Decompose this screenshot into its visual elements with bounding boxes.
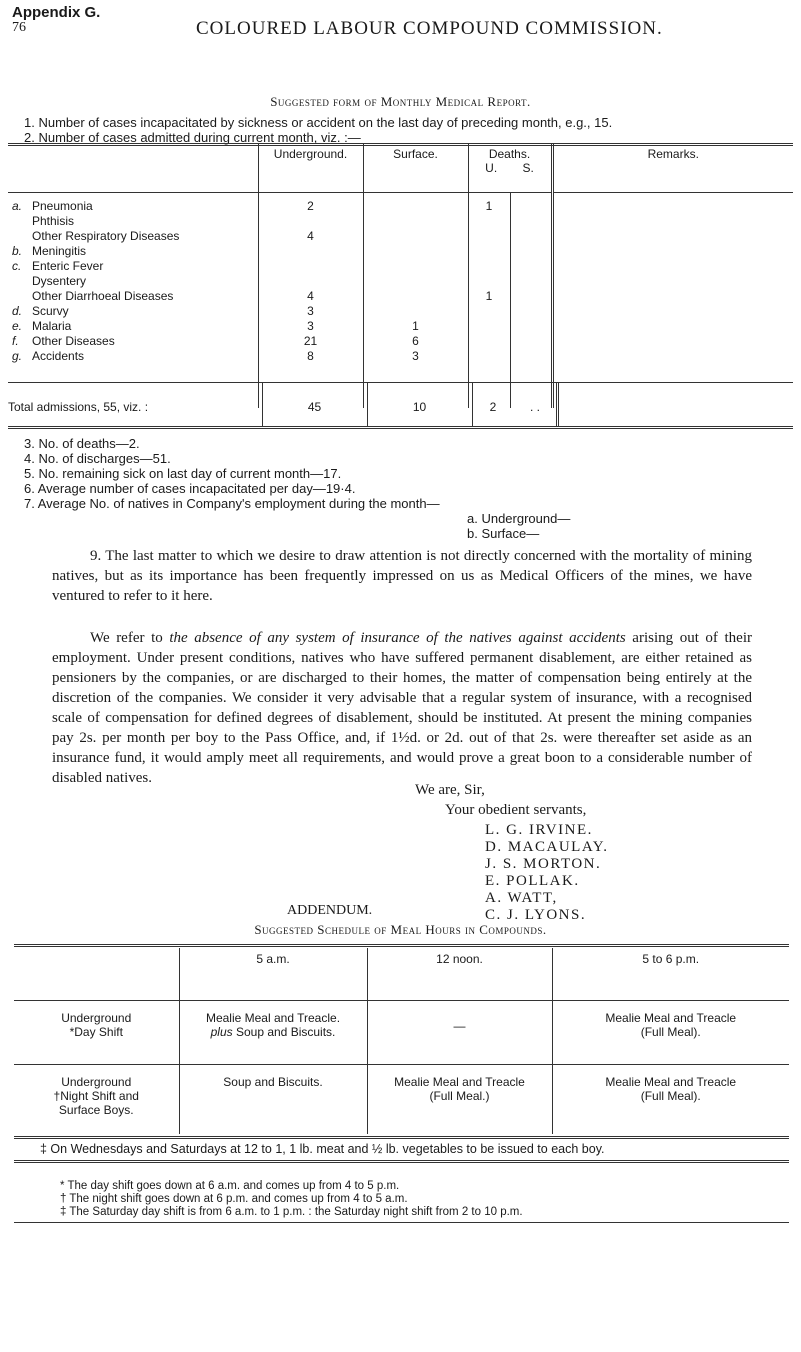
signatories: [485, 822, 608, 924]
cell-line: Mealie Meal and Treacle: [605, 1074, 737, 1089]
report-row: [8, 349, 793, 364]
cell-remarks: [552, 214, 793, 229]
cell-underground: [258, 259, 363, 274]
cell-line: Soup and Biscuits.: [223, 1074, 323, 1089]
cell-underground: 3: [258, 319, 363, 334]
row-disease: Phthisis: [32, 214, 75, 228]
signatory: D. MACAULAY.: [485, 839, 609, 855]
cell-underground: 3: [258, 304, 363, 319]
cell-remarks: [552, 193, 793, 215]
deaths-subheads: [473, 161, 547, 175]
cell-line: —: [453, 1018, 466, 1033]
cell-line: Mealie Meal and Treacle.: [205, 1010, 341, 1025]
cell-line: (Full Meal).: [640, 1088, 701, 1103]
report-body: [8, 193, 793, 409]
cell-line: (Full Meal).: [640, 1024, 701, 1039]
cell-remarks: [552, 334, 793, 349]
item-7a: a. Underground—: [467, 511, 571, 526]
cell-deaths-s: [510, 289, 552, 304]
spacer-cell: [552, 364, 793, 408]
total-underground: 45: [307, 400, 322, 414]
schedule-bottom-rule: [14, 1136, 789, 1139]
cell-line: Mealie Meal and Treacle: [605, 1010, 737, 1025]
cell-deaths-u: [468, 214, 510, 229]
row-disease: Enteric Fever: [32, 259, 104, 273]
row-key: d.: [12, 304, 23, 318]
cell-surface: [363, 229, 468, 244]
col-evening: 5 to 6 p.m.: [552, 948, 789, 1000]
row-disease: Other Diseases: [32, 334, 115, 348]
total-label: Total admissions, 55, viz. :: [8, 400, 149, 414]
total-vrule-2: [367, 383, 368, 426]
cell-deaths-s: [510, 244, 552, 259]
cell-underground: 8: [258, 349, 363, 364]
row-key: a.: [12, 199, 23, 213]
total-deaths-u: 2: [489, 400, 497, 414]
cell-deaths-s: [510, 319, 552, 334]
cell-deaths-u: [468, 334, 510, 349]
row-key: b.: [12, 244, 23, 258]
col-deaths: [468, 143, 552, 193]
report-row: [8, 289, 793, 304]
footnote-saturday: ‡ The Saturday day shift is from 6 a.m. to 1 p.m. : the Saturday night shift from 2 to 10 p.m.: [60, 1206, 523, 1218]
cell-deaths-s: [510, 214, 552, 229]
report-row: [8, 319, 793, 334]
cell-deaths-s: [510, 349, 552, 364]
cell-deaths-s: [510, 274, 552, 289]
cell-deaths-s: [510, 229, 552, 244]
row-key: e.: [12, 319, 23, 333]
schedule-row: [14, 1064, 789, 1134]
paragraph-insurance: [52, 628, 752, 788]
cell-surface: [363, 304, 468, 319]
cell-deaths-u: [468, 304, 510, 319]
cell-deaths-u: 1: [468, 193, 510, 215]
deaths-u-label: U.: [485, 161, 498, 175]
row-disease: Scurvy: [32, 304, 69, 318]
cell-underground: 4: [258, 289, 363, 304]
page-number: 76: [12, 20, 26, 35]
cell-surface: [363, 244, 468, 259]
cell-underground: 2: [258, 193, 363, 215]
cell-line: [184, 1025, 363, 1039]
schedule-cell: [552, 1064, 789, 1134]
schedule-row: [14, 1000, 789, 1064]
row-label: [8, 214, 258, 229]
row-label-line: *Day Shift: [69, 1024, 123, 1039]
schedule-cell: [179, 1064, 367, 1134]
cell-remarks: [552, 229, 793, 244]
item-3: 3. No. of deaths—2.: [24, 436, 140, 451]
row-label-line: †Night Shift and: [53, 1088, 139, 1103]
cell-remarks: [552, 289, 793, 304]
row-key: g.: [12, 349, 23, 363]
row-key: c.: [12, 259, 22, 273]
signatory: E. POLLAK.: [485, 873, 580, 889]
cell-surface: [363, 214, 468, 229]
col-surface: Surface.: [363, 143, 468, 193]
blank-header: [8, 143, 258, 193]
report-row: [8, 214, 793, 229]
cell-surface: [363, 274, 468, 289]
addendum-heading: ADDENDUM.: [287, 903, 373, 918]
cell-deaths-u: [468, 259, 510, 274]
cell-italic: plus: [210, 1024, 233, 1039]
cell-remarks: [552, 274, 793, 289]
total-deaths-s: . .: [529, 400, 540, 414]
cell-remarks: [552, 304, 793, 319]
row-key: f.: [12, 334, 19, 348]
row-disease: Accidents: [32, 349, 85, 363]
item-7b: b. Surface—: [467, 526, 540, 541]
cell-deaths-u: 1: [468, 289, 510, 304]
row-disease: Other Diarrhoeal Diseases: [32, 289, 174, 303]
report-row: [8, 229, 793, 244]
report-row: [8, 193, 793, 215]
row-label-line: Underground: [61, 1010, 132, 1025]
footnote-rule: [14, 1222, 789, 1223]
cell-deaths-u: [468, 274, 510, 289]
schedule-cell: [179, 1000, 367, 1064]
row-label-line: Surface Boys.: [58, 1102, 134, 1117]
cell-surface: 6: [363, 334, 468, 349]
row-label: [8, 244, 258, 259]
cell-underground: [258, 274, 363, 289]
paragraph-9: 9. The last matter to which we desire to draw attention is not directly concerned with the mortality of mining natives, but as its importance has been frequently impressed on us as Medical Officers of the mines, we have ventured to refer to it here.: [52, 548, 752, 604]
report-heading: Suggested form of Monthly Medical Report.: [270, 94, 531, 109]
cell-line: Mealie Meal and Treacle: [394, 1074, 525, 1089]
row-label: [8, 289, 258, 304]
row-disease: Malaria: [32, 319, 72, 333]
report-row: [8, 304, 793, 319]
total-top-rule: [8, 382, 793, 383]
cell-remarks: [552, 319, 793, 334]
para2-lead: We refer to: [90, 630, 170, 646]
cell-deaths-s: [510, 259, 552, 274]
appendix-label: Appendix G.: [12, 4, 101, 21]
total-vrule-1: [262, 383, 263, 426]
cell-surface: 1: [363, 319, 468, 334]
cell-deaths-u: [468, 244, 510, 259]
item-2: 2. Number of cases admitted during current month, viz. :—: [24, 130, 361, 145]
cell-remarks: [552, 259, 793, 274]
cell-deaths-s: [510, 193, 552, 215]
row-disease: Dysentery: [32, 274, 87, 288]
row-label: [8, 319, 258, 334]
schedule-cell: [367, 1064, 552, 1134]
cell-surface: [363, 259, 468, 274]
item-1: 1. Number of cases incapacitated by sickness or accident on the last day of preceding month, e.g., 15.: [24, 115, 613, 130]
schedule-heading: Suggested Schedule of Meal Hours in Compounds.: [254, 922, 547, 937]
row-label: [8, 274, 258, 289]
row-label: [8, 349, 258, 364]
cell-remarks: [552, 349, 793, 364]
schedule-note: ‡ On Wednesdays and Saturdays at 12 to 1, 1 lb. meat and ½ lb. vegetables to be issued to each boy.: [40, 1142, 605, 1156]
schedule-table: [14, 948, 789, 1134]
cell-deaths-s: [510, 334, 552, 349]
cell-underground: 4: [258, 229, 363, 244]
cell-underground: [258, 214, 363, 229]
para2-rest: arising out of their employment. Under present conditions, natives who have suffered permanent disablement, are either retained as pensioners by the companies, or are discharged to their homes, the matter of compensation being entirely at the discretion of the companies. We consider it very advisable that a regular system of insurance, with a recognised scale of compensation for defined degrees of disablement, should be instituted. At present the mining companies pay 2s. per month per boy to the Pass Office, and, if 1½d. or 2d. out of that 2s. were thereafter set aside as an insurance fund, it would amply meet all requirements, and would prove a great boon to a considerable number of disabled natives.: [52, 630, 752, 786]
item-7: 7. Average No. of natives in Company's employment during the month—: [24, 496, 440, 511]
cell-remarks: [552, 244, 793, 259]
cell-underground: 21: [258, 334, 363, 349]
total-surface: 10: [412, 400, 427, 414]
row-disease: Other Respiratory Diseases: [32, 229, 180, 243]
row-label-line: Underground: [61, 1074, 132, 1089]
table-bottom-rule: [8, 426, 793, 429]
page-title: COLOURED LABOUR COMPOUND COMMISSION.: [196, 18, 663, 39]
schedule-cell: [367, 1000, 552, 1064]
col-remarks: Remarks.: [552, 143, 793, 193]
deaths-label: Deaths.: [488, 147, 531, 161]
closing-servants: Your obedient servants,: [445, 802, 587, 818]
col-5am: 5 a.m.: [179, 948, 367, 1000]
signatory: C. J. LYONS.: [485, 907, 587, 923]
schedule-cell: [552, 1000, 789, 1064]
cell-deaths-u: [468, 229, 510, 244]
para2-italic: the absence of any system of insurance of the natives against accidents: [169, 630, 626, 646]
signatory: L. G. IRVINE.: [485, 822, 593, 838]
cell-surface: [363, 193, 468, 215]
footnote-day: * The day shift goes down at 6 a.m. and comes up from 4 to 5 p.m.: [60, 1180, 400, 1192]
cell-line: (Full Meal.): [429, 1088, 490, 1103]
row-disease: Meningitis: [32, 244, 87, 258]
item-5: 5. No. remaining sick on last day of current month—17.: [24, 466, 342, 481]
report-row: [8, 244, 793, 259]
row-label: [8, 304, 258, 319]
total-vrule-4: [556, 383, 559, 426]
report-table: [8, 143, 793, 408]
note-rule: [14, 1160, 789, 1163]
col-underground: Underground.: [258, 143, 363, 193]
deaths-s-label: S.: [522, 161, 534, 175]
footnote-night: † The night shift goes down at 6 p.m. and comes up from 4 to 5 a.m.: [60, 1193, 408, 1205]
cell-underground: [258, 244, 363, 259]
report-row: [8, 274, 793, 289]
cell-deaths-s: [510, 304, 552, 319]
col-noon: 12 noon.: [367, 948, 552, 1000]
report-row: [8, 334, 793, 349]
item-4: 4. No. of discharges—51.: [24, 451, 171, 466]
schedule-blank-head: [14, 948, 179, 1000]
total-vrule-3: [472, 383, 473, 426]
schedule-row-label: [14, 1000, 179, 1064]
cell-surface: 3: [363, 349, 468, 364]
schedule-top-rule: [14, 944, 789, 947]
cell-surface: [363, 289, 468, 304]
row-label: [8, 259, 258, 274]
row-disease: Pneumonia: [32, 199, 93, 213]
row-label: [8, 229, 258, 244]
item-6: 6. Average number of cases incapacitated per day—19·4.: [24, 481, 356, 496]
signatory: A. WATT,: [485, 890, 558, 906]
cell-deaths-u: [468, 349, 510, 364]
row-label: [8, 334, 258, 349]
report-row: [8, 259, 793, 274]
schedule-row-label: [14, 1064, 179, 1134]
cell-rest: Soup and Biscuits.: [232, 1024, 336, 1039]
signatory: J. S. MORTON.: [485, 856, 602, 872]
cell-deaths-u: [468, 319, 510, 334]
row-label: [8, 193, 258, 215]
closing-sir: We are, Sir,: [415, 782, 485, 798]
